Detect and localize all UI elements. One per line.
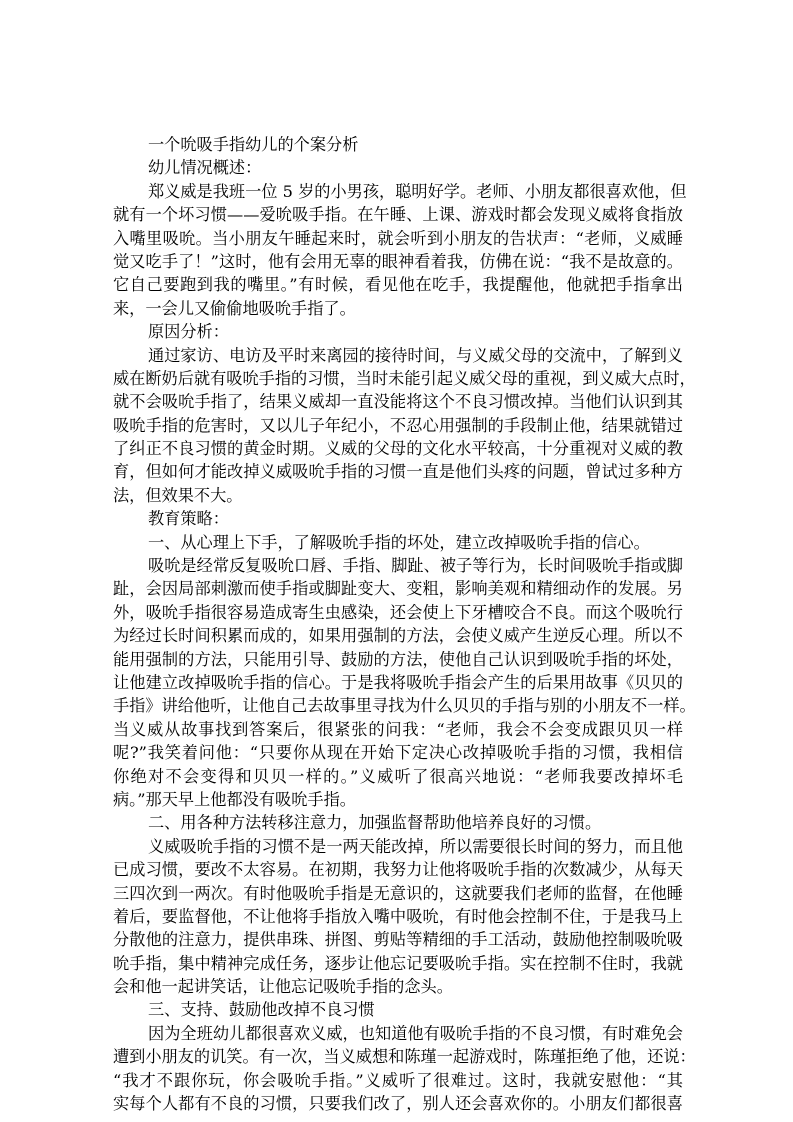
text-line: “我才不跟你玩，你会吸吮手指。”义威听了很难过。这时，我就安慰他：“其 xyxy=(113,1070,683,1090)
text-line: 能用强制的方法，只能用引导、鼓励的方法，使他自己认识到吸吮手指的坏处， xyxy=(113,649,683,669)
text-line: 三四次到一两次。有时他吸吮手指是无意识的，这就要我们老师的监督，在他睡 xyxy=(113,883,683,903)
text-line: 吸吮是经常反复吸吮口唇、手指、脚趾、被子等行为，长时间吸吮手指或脚 xyxy=(148,556,683,576)
text-line: 已成习惯，要改不太容易。在初期，我努力让他将吸吮手指的次数减少，从每天 xyxy=(113,860,683,880)
text-line: 你绝对不会变得和贝贝一样的。”义威听了很高兴地说：“老师我要改掉坏毛 xyxy=(113,766,683,786)
text-line: 育，但如何才能改掉义威吸吮手指的习惯一直是他们头疼的问题，曾试过多种方 xyxy=(113,462,683,482)
text-line: 威在断奶后就有吸吮手指的习惯，当时未能引起义威父母的重视，到义威大点时， xyxy=(113,368,696,388)
text-line: 为经过长时间积累而成的，如果用强制的方法，会使义威产生逆反心理。所以不 xyxy=(113,626,683,646)
text-line: 一、从心理上下手，了解吸吮手指的坏处，建立改掉吸吮手指的信心。 xyxy=(148,532,650,552)
text-line: 义威吸吮手指的习惯不是一两天能改掉，所以需要很长时间的努力，而且他 xyxy=(148,836,683,856)
text-line: 二、用各种方法转移注意力，加强监督帮助他培养良好的习惯。 xyxy=(148,813,602,833)
text-line: 了纠正不良习惯的黄金时期。义威的父母的文化水平较高，十分重视对义威的教 xyxy=(113,439,683,459)
text-line: 三、支持、鼓励他改掉不良习惯 xyxy=(148,1000,375,1020)
text-line: 法，但效果不大。 xyxy=(113,485,243,505)
text-line: 分散他的注意力，提供串珠、拼图、剪贴等精细的手工活动，鼓励他控制吸吮吸 xyxy=(113,930,683,950)
text-line: 实每个人都有不良的习惯，只要我们改了，别人还会喜欢你的。小朋友们都很喜 xyxy=(113,1094,683,1114)
text-line: 呢?”我笑着问他：“只要你从现在开始下定决心改掉吸吮手指的习惯，我相信 xyxy=(113,743,683,763)
text-line: 因为全班幼儿都很喜欢义威，也知道他有吸吮手指的不良习惯，有时难免会 xyxy=(148,1023,683,1043)
text-line: 就不会吸吮手指了，结果义威却一直没能将这个不良习惯改掉。当他们认识到其 xyxy=(113,392,683,412)
text-line: 就有一个坏习惯——爱吮吸手指。在午睡、上课、游戏时都会发现义威将食指放 xyxy=(113,205,683,225)
text-line: 入嘴里吸吮。当小朋友午睡起来时，就会听到小朋友的告状声：“老师，义威睡 xyxy=(113,228,683,248)
text-line: 郑义威是我班一位 5 岁的小男孩，聪明好学。老师、小朋友都很喜欢他，但 xyxy=(148,181,687,201)
text-line: 着后，要监督他，不让他将手指放入嘴中吸吮，有时他会控制不住，于是我马上 xyxy=(113,906,683,926)
text-line: 它自己要跑到我的嘴里。”有时候，看见他在吃手，我提醒他，他就把手指拿出 xyxy=(113,275,683,295)
text-line: 病。”那天早上他都没有吸吮手指。 xyxy=(113,789,356,809)
text-line: 教育策略： xyxy=(148,509,229,529)
text-line: 幼儿情况概述： xyxy=(148,158,262,178)
text-line: 遭到小朋友的讥笑。有一次，当义威想和陈瑾一起游戏时，陈瑾拒绝了他，还说： xyxy=(113,1047,696,1067)
text-line: 当义威从故事找到答案后，很紧张的问我：“老师，我会不会变成跟贝贝一样 xyxy=(113,719,683,739)
text-line: 觉又吃手了！”这时，他有会用无辜的眼神看着我，仿佛在说：“我不是故意的。 xyxy=(113,251,683,271)
text-line: 手指》讲给他听，让他自己去故事里寻找为什么贝贝的手指与别的小朋友不一样。 xyxy=(113,696,696,716)
text-line: 会和他一起讲笑话，让他忘记吸吮手指的念头。 xyxy=(113,977,453,997)
text-line: 外，吸吮手指很容易造成寄生虫感染，还会使上下牙槽咬合不良。而这个吸吮行 xyxy=(113,602,683,622)
text-line: 通过家访、电访及平时来离园的接待时间，与义威父母的交流中，了解到义 xyxy=(148,345,683,365)
text-line: 一个吮吸手指幼儿的个案分析 xyxy=(148,135,359,154)
text-line: 来，一会儿又偷偷地吸吮手指了。 xyxy=(113,298,356,318)
text-line: 吸吮手指的危害时，又以儿子年纪小，不忍心用强制的手段制止他，结果就错过 xyxy=(113,415,683,435)
text-line: 原因分析： xyxy=(148,322,229,342)
text-line: 让他建立改掉吸吮手指的信心。于是我将吸吮手指会产生的后果用故事《贝贝的 xyxy=(113,672,683,692)
text-line: 趾，会因局部刺激而使手指或脚趾变大、变粗，影响美观和精细动作的发展。另 xyxy=(113,579,683,599)
text-line: 吮手指，集中精神完成任务，逐步让他忘记要吸吮手指。实在控制不住时，我就 xyxy=(113,953,683,973)
document-page xyxy=(113,133,696,1115)
